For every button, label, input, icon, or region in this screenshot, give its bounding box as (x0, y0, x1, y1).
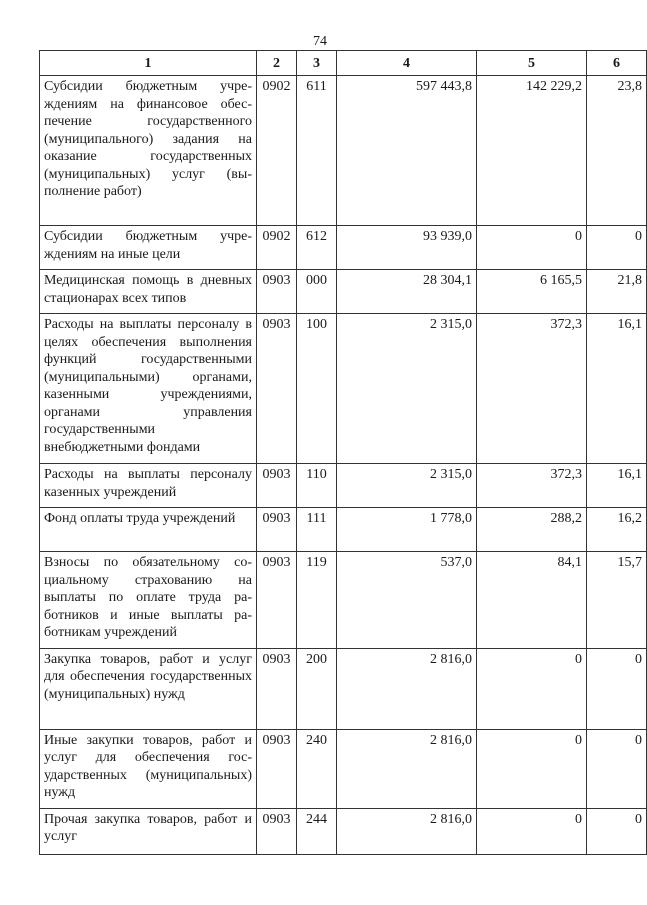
row-description: Расходы на выплаты персоналу казенных учреждений (40, 464, 257, 508)
row-fact-amount: 0 (477, 648, 587, 729)
table-row (40, 314, 647, 464)
row-fact-amount: 0 (477, 226, 587, 270)
row-section-code: 0903 (257, 808, 297, 854)
row-type-code: 111 (297, 508, 337, 552)
row-fact-amount: 84,1 (477, 552, 587, 649)
row-description: Субсидии бюджетным учреждениям на иные цели (40, 226, 257, 270)
row-description: Закупка товаров, работ и услуг для обеспечения государственных (муниципальных) нужд (40, 648, 257, 729)
row-type-code: 200 (297, 648, 337, 729)
row-plan-amount: 2 816,0 (337, 729, 477, 808)
row-percent: 21,8 (587, 270, 647, 314)
row-description: Иные закупки товаров, работ и услуг для обеспечения государственных (муниципальных) нужд (40, 729, 257, 808)
row-type-code: 240 (297, 729, 337, 808)
row-description: Расходы на выплаты персоналу в целях обеспечения выполнения функций государственными (муниципальными) органами, казенными учреждениями, органами управления государственными внебюджетными фондами (40, 314, 257, 464)
row-percent: 0 (587, 226, 647, 270)
column-header-3: 3 (297, 51, 337, 76)
row-type-code: 612 (297, 226, 337, 270)
row-plan-amount: 537,0 (337, 552, 477, 649)
row-type-code: 000 (297, 270, 337, 314)
row-description: Субсидии бюджетным учреждениям на финансовое обеспечение государственного (муниципального) задания на оказание государственных (муниципальных) услуг (выполнение работ) (40, 76, 257, 226)
page-number: 74 (313, 34, 327, 49)
table-row (40, 76, 647, 226)
row-percent: 0 (587, 808, 647, 854)
row-fact-amount: 0 (477, 808, 587, 854)
table-row (40, 508, 647, 552)
column-header-2: 2 (257, 51, 297, 76)
table-row (40, 226, 647, 270)
column-header-1: 1 (40, 51, 257, 76)
table-row (40, 270, 647, 314)
row-percent: 16,1 (587, 314, 647, 464)
row-section-code: 0902 (257, 226, 297, 270)
row-fact-amount: 142 229,2 (477, 76, 587, 226)
row-description: Взносы по обязательному социальному страхованию на выплаты по оплате труда работников и иные выплаты работникам учреждений (40, 552, 257, 649)
row-percent: 15,7 (587, 552, 647, 649)
row-percent: 16,1 (587, 464, 647, 508)
row-fact-amount: 372,3 (477, 464, 587, 508)
row-description: Прочая закупка товаров, работ и услуг (40, 808, 257, 854)
row-plan-amount: 2 315,0 (337, 464, 477, 508)
row-section-code: 0903 (257, 552, 297, 649)
table-row (40, 464, 647, 508)
row-type-code: 100 (297, 314, 337, 464)
row-plan-amount: 2 816,0 (337, 808, 477, 854)
row-type-code: 119 (297, 552, 337, 649)
table-header-row (40, 51, 647, 76)
row-fact-amount: 6 165,5 (477, 270, 587, 314)
row-plan-amount: 597 443,8 (337, 76, 477, 226)
table-row (40, 729, 647, 808)
row-percent: 0 (587, 648, 647, 729)
row-plan-amount: 2 315,0 (337, 314, 477, 464)
row-section-code: 0903 (257, 314, 297, 464)
table-row (40, 648, 647, 729)
row-section-code: 0902 (257, 76, 297, 226)
column-header-5: 5 (477, 51, 587, 76)
row-fact-amount: 0 (477, 729, 587, 808)
row-plan-amount: 1 778,0 (337, 508, 477, 552)
row-section-code: 0903 (257, 729, 297, 808)
row-type-code: 611 (297, 76, 337, 226)
row-type-code: 244 (297, 808, 337, 854)
table-row (40, 808, 647, 854)
row-plan-amount: 2 816,0 (337, 648, 477, 729)
row-section-code: 0903 (257, 270, 297, 314)
row-percent: 16,2 (587, 508, 647, 552)
row-type-code: 110 (297, 464, 337, 508)
row-percent: 0 (587, 729, 647, 808)
row-plan-amount: 28 304,1 (337, 270, 477, 314)
row-description: Медицинская помощь в дневных стационарах всех типов (40, 270, 257, 314)
column-header-4: 4 (337, 51, 477, 76)
row-section-code: 0903 (257, 464, 297, 508)
row-fact-amount: 288,2 (477, 508, 587, 552)
row-section-code: 0903 (257, 508, 297, 552)
row-description: Фонд оплаты труда учреждений (40, 508, 257, 552)
row-plan-amount: 93 939,0 (337, 226, 477, 270)
row-percent: 23,8 (587, 76, 647, 226)
table-row (40, 552, 647, 649)
row-fact-amount: 372,3 (477, 314, 587, 464)
column-header-6: 6 (587, 51, 647, 76)
row-section-code: 0903 (257, 648, 297, 729)
budget-table (39, 50, 647, 855)
